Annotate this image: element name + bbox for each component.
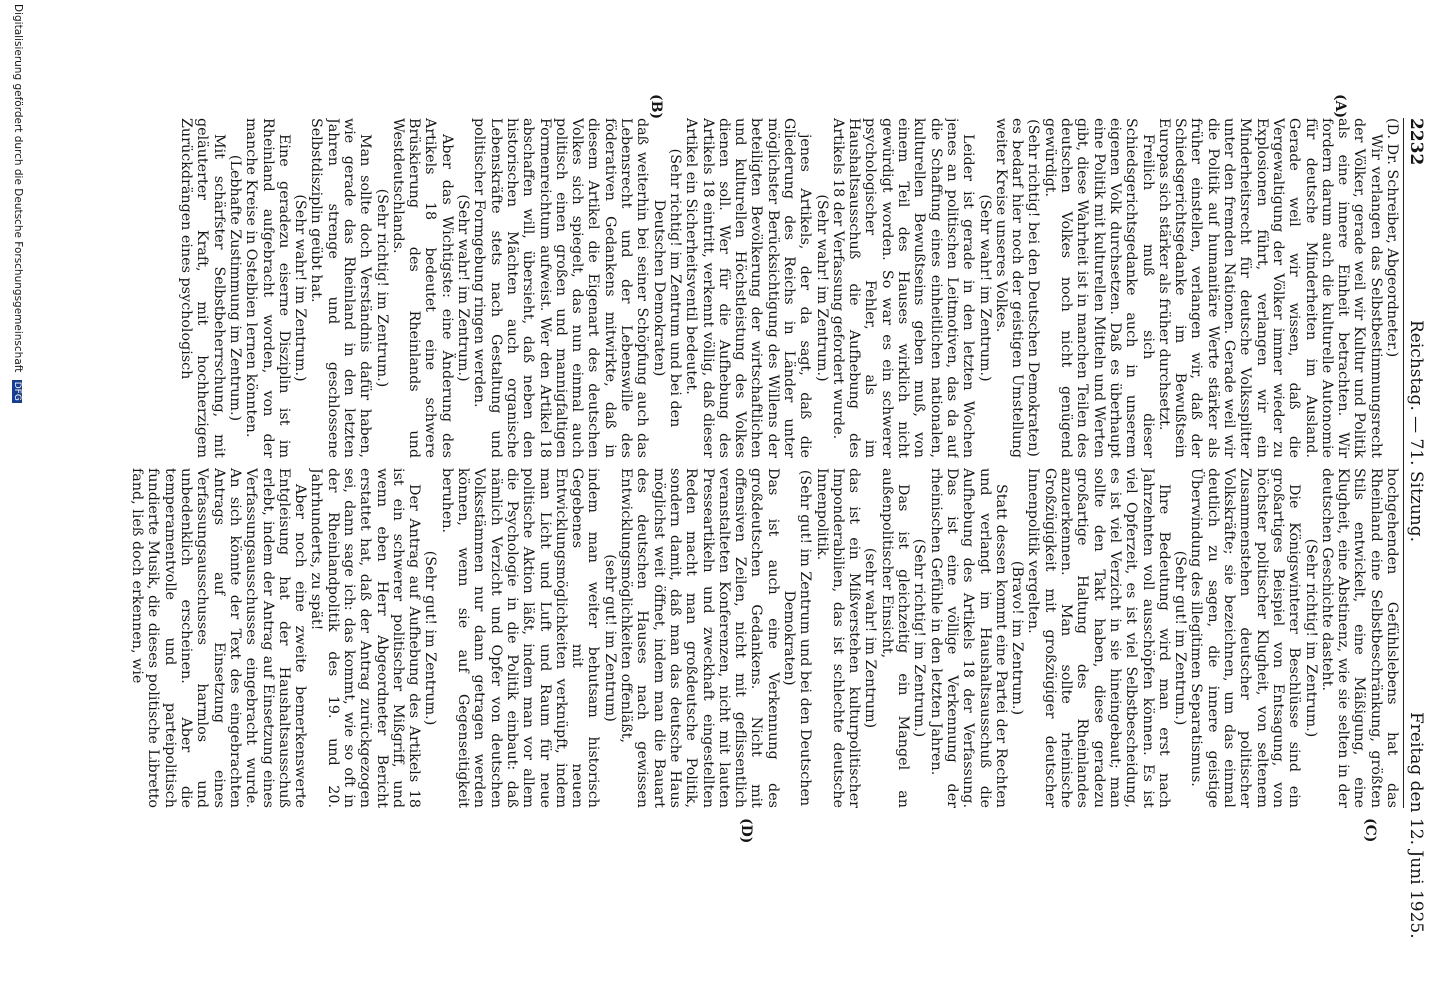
paragraph: Mit schärfster Selbstbeherrschung, mit geläuterter Kraft, mit hochherzigem Zurückdrängen eines psychologisch (178, 118, 227, 458)
paragraph: (sehr wahr! im Zentrum) (862, 547, 879, 729)
paragraph: daß weiterhin bei seiner Schöpfung auch das Lebensrecht und der Lebenswille des föderativen Gedankens mitwirkte, daß in diesem Artikel die Eigenart des deutschen Volkes sich spiegelt, das nun einmal auch politisch einen großen und mannigfaltigen Formenreichtum aufweist. Wer den Artikel 18 abschaffen will, übersieht, daß neben den historischen Mächten auch organische Lebenskräfte stets nach Gestaltung und politischer Formgebung ringen werden. (471, 118, 651, 458)
paragraph: Wir verlangen das Selbstbestimmungsrecht der Völker, gerade weil wir Kultur und Politik als eine innere Einheit betrachten. Wir fordern darum auch die kulturelle Autonomie für deutsche Minderheiten im Ausland. Gerade weil wir wissen, daß die Vergewaltigung der Völker immer wieder zu Explosionen führt, verlangen wir ein Minderheitsrecht für deutsche Volkssplitter unter den fremden Nationen. Gerade weil wir die Politik auf humanitäre Werte stärker als früher einstellen, verlangen wir, daß der Schiedsgerichtsgedanke im Bewußtsein Europas sich stärker als früher durchsetzt. (1155, 118, 1384, 458)
paragraph: es bedarf hier noch der geistigen Umstellung weiter Kreise unseres Volkes. (992, 118, 1026, 458)
paragraph: Das ist auch eine Verkennung des großdeutschen Gedankens. Nicht mit offensiven Zeilen, nicht mit geflissentlich veranstalteten Konferenzen, nicht mit lauten Presseartikeln und zweckhaft eingestellten Reden macht man großdeutsche Politik, sondern damit, daß man das deutsche Haus möglichst weit öffnet, indem man die Bauart des deutschen Hauses nach gewissen Entwicklungsmöglichkeiten offenläßt, (618, 468, 781, 808)
margin-marker-d: (D) (738, 818, 754, 844)
paragraph: Aber das Wichtigste: eine Änderung des Artikels 18 bedeutet eine schwere Brüskierung des Rheinlands und Westdeutschlands. (389, 118, 455, 458)
paragraph: Ihre Bedeutung wird man erst nach Jahrzehnten voll ausschöpfen können. Es ist viel Opferzeit, es ist viel Selbstbescheidung, es ist viel Verzicht in sie hineingebaut; man sollte den Takt haben, diese geradezu großartige Haltung des Rheinlandes anzuerkennen. Man sollte rheinische Großzügigkeit mit großzügiger deutscher Innenpolitik vergelten. (1025, 468, 1172, 808)
paragraph: (Sehr wahr! im Zentrum.) (976, 194, 993, 382)
paragraph: (Sehr gut! im Zentrum.) (422, 550, 439, 726)
header-title: Reichstag. — 71. Sitzung. (1406, 320, 1426, 543)
paragraph: Der Antrag auf Aufhebung des Artikels 18 ist ein schwerer politischer Mißgriff, und wenn eben Herr Abgeordneter Bericht erstattet hat, daß der Antrag zurückgezogen sei, dann sage ich: das kommt, wie so oft in der Rheinlandpolitik des 19. und 20. Jahrhunderts, zu spät! (308, 468, 423, 808)
paragraph: (Sehr gut! im Zentrum.) (1172, 550, 1189, 726)
header-rule (1403, 118, 1404, 808)
paragraph: das ist ein Mißverstehen kulturpolitischer Imponderabilien, das ist schlechte deutsche Innenpolitik. (813, 468, 863, 808)
paragraph: (Sehr richtig! im Zentrum.) (911, 538, 928, 738)
paragraph: Freilich muß sich dieser Schiedsgerichtsgedanke auch in unserem eigenen Volk durchsetzen. Daß es überhaupt eine Politik mit kulturellen Mitteln und Werten gibt, diese Wahrheit ist in manchen Teilen des deutschen Volkes noch nicht genügend gewürdigt. (1041, 118, 1156, 458)
text-column-right (100, 468, 1400, 808)
paragraph: (Lebhafte Zustimmung im Zentrum.) (226, 154, 243, 422)
page-number: 2232 (1406, 118, 1426, 166)
margin-marker-c: (C) (1362, 818, 1378, 843)
running-header (1402, 0, 1432, 1000)
margin-marker-b: (B) (648, 94, 664, 120)
paragraph: (D. Dr. Schreiber, Abgeordneter.) (1384, 118, 1400, 358)
paragraph: (Sehr wahr! im Zentrum.) (292, 194, 309, 382)
sidebar-credit-text: Digitalisierung gefördert durch die Deutsche Forschungsgemeinschaft (12, 4, 24, 373)
paragraph: (Sehr wahr! im Zentrum.) (455, 194, 472, 382)
paragraph: Das ist gleichzeitig ein Mangel an außenpolitischer Einsicht, (878, 468, 912, 808)
paragraph: Aber noch eine zweite bemerkenswerte Entgleisung hat der Haushaltsausschuß erlebt, indem der Antrag auf Einsetzung eines Verfassungsausschusses eingebracht wurde. An sich könnte der Text des eingebrachten Antrags auf Einsetzung eines Verfassungsausschusses harmlos und unbedenklich erscheinen. Aber die temperamentvolle und parteipolitisch fundierte Musik, die dieses politische Libretto fand, ließ doch erkennen, wie (129, 468, 309, 808)
paragraph: (Sehr wahr! im Zentrum.) (813, 194, 830, 382)
paragraph: (Sehr richtig! im Zentrum.) (373, 188, 390, 388)
paragraph: Man sollte doch Verständnis dafür haben, wie gerade das Rheinland in den letzten Jahren strenge und geschlossene Selbstdisziplin geübt hat. (308, 118, 374, 458)
header-date: Freitag den 12. Juni 1925. (1406, 712, 1426, 939)
sidebar-credit (12, 4, 24, 403)
dfg-logo: DFG (12, 381, 22, 401)
paragraph: indem man weiter behutsam historisch Gegebenes mit neuen Entwicklungsmöglichkeiten verknüpft, indem man Licht und Luft und Raum für neue politische Aktion läßt, indem man vor allem die Psychologie in die Politik einbaut: daß nämlich Verzicht und Opfer von deutschen Volksstämmen nur dann getragen werden können, wenn sie auf Gegenseitigkeit beruhen. (438, 468, 602, 808)
text-column-left (100, 118, 1400, 458)
paragraph: (Bravo! im Zentrum.) (1009, 560, 1026, 716)
paragraph: hochgehenden Gefühlslebens hat das Rheinland eine Selbstbeschränkung, größten Stils entwickelt, eine Mäßigung, eine Klugheit, eine Abstinenz, wie sie selten in der deutschen Geschichte dasteht. (1318, 468, 1400, 808)
paragraph: (sehr gut! im Zentrum) (601, 554, 618, 722)
margin-marker-a: (A) (1332, 94, 1348, 119)
paragraph: Leider ist gerade in den letzten Wochen jenes an politischen Leitmotiven, das da auf die Schaffung eines einheitlichen nationalen, kulturellen Bewußtseins geben muß, von einem Teil des Hauses wirklich nicht gewürdigt worden. So war es ein schwerer psychologischer Fehler, als im Haushaltsausschuß die Aufhebung des Artikels 18 der Verfassung gefordert wurde. (829, 118, 977, 458)
paragraph: (Sehr richtig! bei den Deutschen Demokraten) (1025, 119, 1042, 457)
paragraph: (Sehr gut! im Zentrum und bei den Deutschen Demokraten) (781, 469, 814, 807)
paragraph: jenes Artikels, der da sagt, daß die Gliederung des Reichs in Länder unter möglichster Berücksichtigung des Willens der beteiligten Bevölkerung der wirtschaftlichen und kulturellen Höchstleistung des Volkes dienen soll. Wer für die Aufhebung des Artikels 18 eintritt, verkennt völlig, daß dieser Artikel ein Sicherheitsventil bedeutet. (683, 118, 814, 458)
paragraph: Die Königswinterer Beschlüsse sind ein großartiges Beispiel von Entsagung, von höchster politischer Klugheit, von seltenem Zusammenstehen deutscher politischer Volkskräfte; sie bezeichnen, um das einmal deutlich zu sagen, die innere geistige Überwindung des illegitimen Separatismus. (1188, 468, 1303, 808)
paragraph: (Sehr richtig! im Zentrum.) (1302, 538, 1319, 738)
paragraph: Eine geradezu eiserne Disziplin ist im Rheinland aufgebracht worden, von der manche Kreise in Ostelbien lernen könnten. (243, 118, 292, 458)
paragraph: (Sehr richtig! im Zentrum und bei den Deutschen Demokraten) (650, 148, 683, 428)
paragraph: Statt dessen kommt eine Partei der Rechten und verlangt im Haushaltsausschuß die Aufhebung des Artikels 18 der Verfassung. Das ist eine völlige Verkennung der rheinischen Gefühle in den letzten Jahren. (927, 468, 1009, 808)
